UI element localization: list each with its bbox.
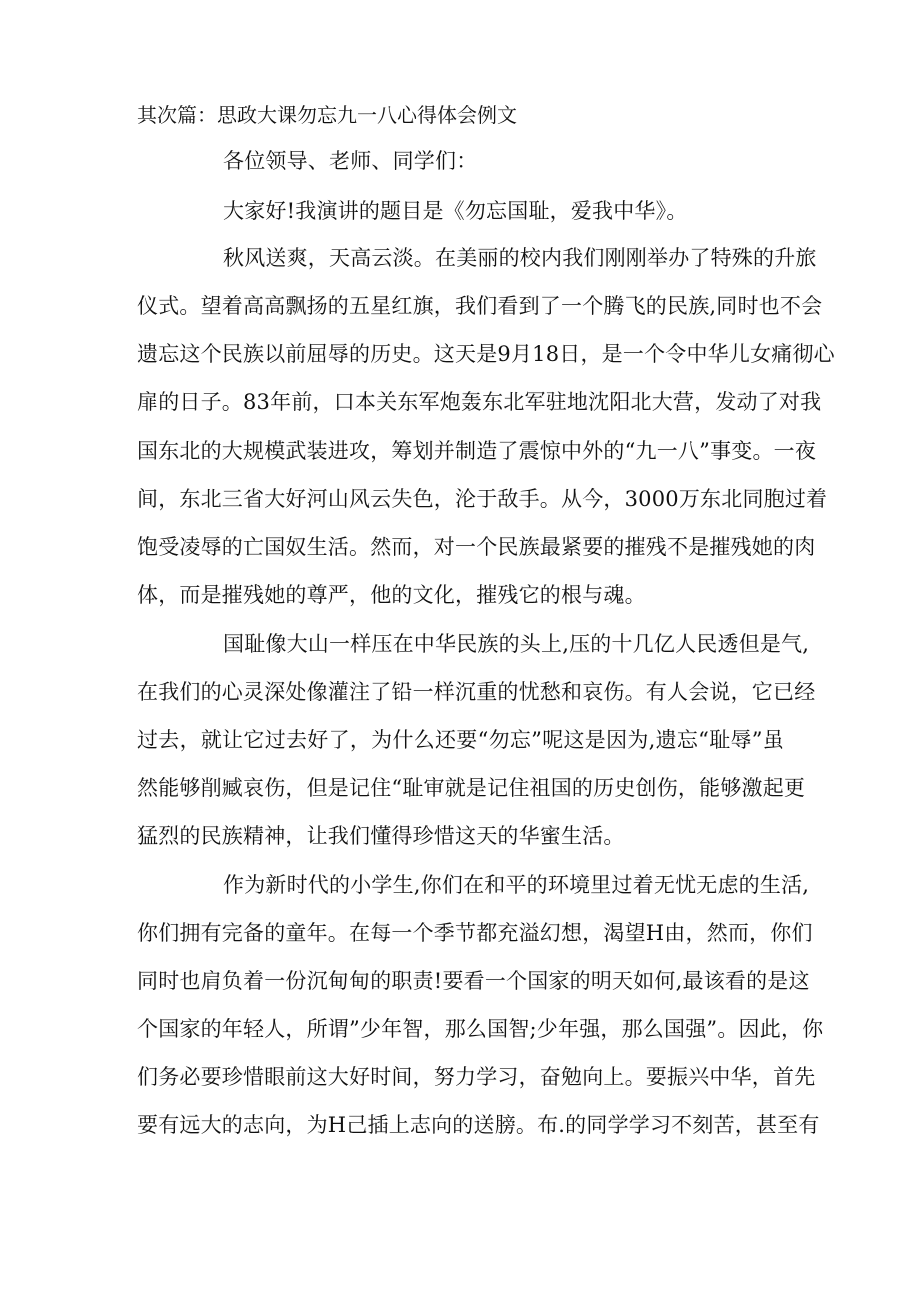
paragraph-1-line: 秋风送爽，天高云淡。在美丽的校内我们刚刚举办了特殊的升旅	[223, 246, 817, 270]
paragraph-3-line: 同时也肩负着一份沉甸甸的职责!要看一个国家的明天如何,最该看的是这	[137, 969, 810, 993]
greeting-line: 各位领导、老师、同学们：	[223, 149, 478, 173]
paragraph-1-line: 国东北的大规模武装进攻，筹划并制造了震惊中外的“九一八”事变。一夜	[137, 439, 817, 463]
paragraph-1-line: 遗忘这个民族以前屈辱的历史。这天是9月18日，是一个令中华儿女痛彻心	[137, 342, 835, 366]
paragraph-3-line: 们务必要珍惜眼前这大好时间，努力学习，奋勉向上。要振兴中华，首先	[137, 1065, 816, 1089]
paragraph-2-line: 过去，就让它过去好了，为什么还要“勿忘”呢这是因为,遗忘“耻辱”虽	[137, 728, 784, 752]
paragraph-3-line: 作为新时代的小学生,你们在和平的环境里过着无忧无虑的生活,	[223, 873, 810, 897]
paragraph-2-line: 然能够削臧哀伤，但是记住“耻审就是记住祖国的历史创伤，能够激起更	[137, 776, 806, 800]
paragraph-1-line: 体，而是摧残她的尊严，他的文化，摧残它的根与魂。	[137, 583, 646, 607]
paragraph-1-line: 饱受凌辱的亡国奴生活。然而，对一个民族最紧要的摧残不是摧残她的肉	[137, 535, 816, 559]
document-title: 其次篇：思政大课勿忘九一八心得体会例文	[137, 103, 517, 127]
paragraph-2-line: 在我们的心灵深处像灌注了铅一样沉重的忧愁和哀伤。有人会说，它已经	[137, 680, 816, 704]
paragraph-1-line: 扉的日子。83年前，口本关东军炮轰东北军驻地沈阳北大营，发动了对我	[137, 390, 822, 414]
paragraph-1-line: 间，东北三省大好河山风云失色，沦于敌手。从今，3000万东北同胞过着	[137, 487, 828, 511]
paragraph-3-line: 你们拥有完备的童年。在每一个季节都充溢幻想，渴望H由，然而，你们	[137, 921, 813, 945]
paragraph-3-line: 要有远大的志向，为H己插上志向的送膀。布.的同学学习不刻苦，甚至有	[137, 1113, 820, 1137]
paragraph-3-line: 个国家的年轻人，所谓”少年智，那么国智;少年强，那么国强”。因此，你	[137, 1017, 824, 1041]
paragraph-1-line: 仪式。望着高高飘扬的五星红旗，我们看到了一个腾飞的民族,同时也不会	[137, 294, 823, 318]
paragraph-2-line: 猛烈的民族精神，让我们懂得珍惜这天的华蜜生活。	[137, 824, 625, 848]
paragraph-2-line: 国耻像大山一样压在中华民族的头上,压的十几亿人民透但是气,	[223, 632, 810, 656]
intro-line: 大家好!我演讲的题目是《勿忘国耻，爱我中华》。	[223, 199, 688, 223]
